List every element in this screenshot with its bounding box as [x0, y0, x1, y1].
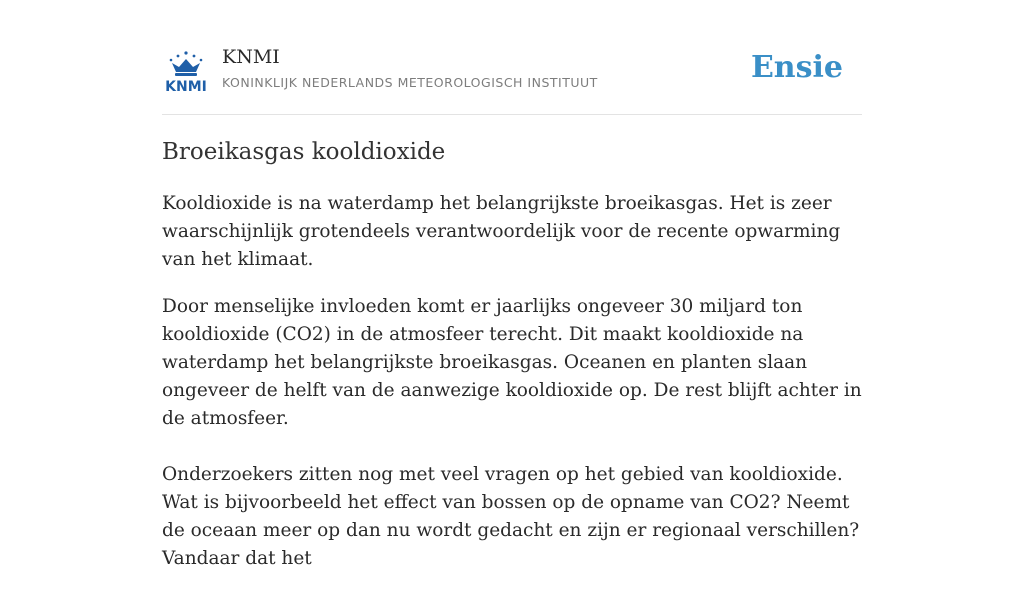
brand-logo[interactable]: Ensie [750, 50, 843, 85]
article-title: Broeikasgas kooldioxide [162, 139, 446, 165]
article-paragraph: Kooldioxide is na waterdamp het belangrijkste broeikasgas. Het is zeer waarschijnlijk grotendeels verantwoordelijk voor de recente opwarming van het klimaat. [162, 193, 841, 270]
org-subtitle: KONINKLIJK NEDERLANDS METEOROLOGISCH INSTITUUT [222, 75, 598, 90]
org-name[interactable]: KNMI [222, 46, 280, 68]
article-paragraph: Onderzoekers zitten nog met veel vragen op het gebied van kooldioxide. Wat is bijvoorbeeld het effect van bossen op de opname van CO2? Neemt de oceaan meer op dan nu wordt gedacht en zijn er regionaal verschillen? Vandaar dat het [162, 464, 860, 569]
crown-icon [162, 50, 210, 94]
knmi-logo[interactable] [162, 50, 210, 94]
logo-text: KNMI [165, 79, 207, 95]
article-paragraph: Door menselijke invloeden komt er jaarlijks ongeveer 30 miljard ton kooldioxide (CO2) in de atmosfeer terecht. Dit maakt kooldioxide na waterdamp het belangrijkste broeikasgas. Oceanen en planten slaan ongeveer de helft van de aanwezige kooldioxide op. De rest blijft achter in de atmosfeer. [162, 296, 862, 429]
site-header [162, 44, 862, 115]
article [162, 136, 862, 592]
